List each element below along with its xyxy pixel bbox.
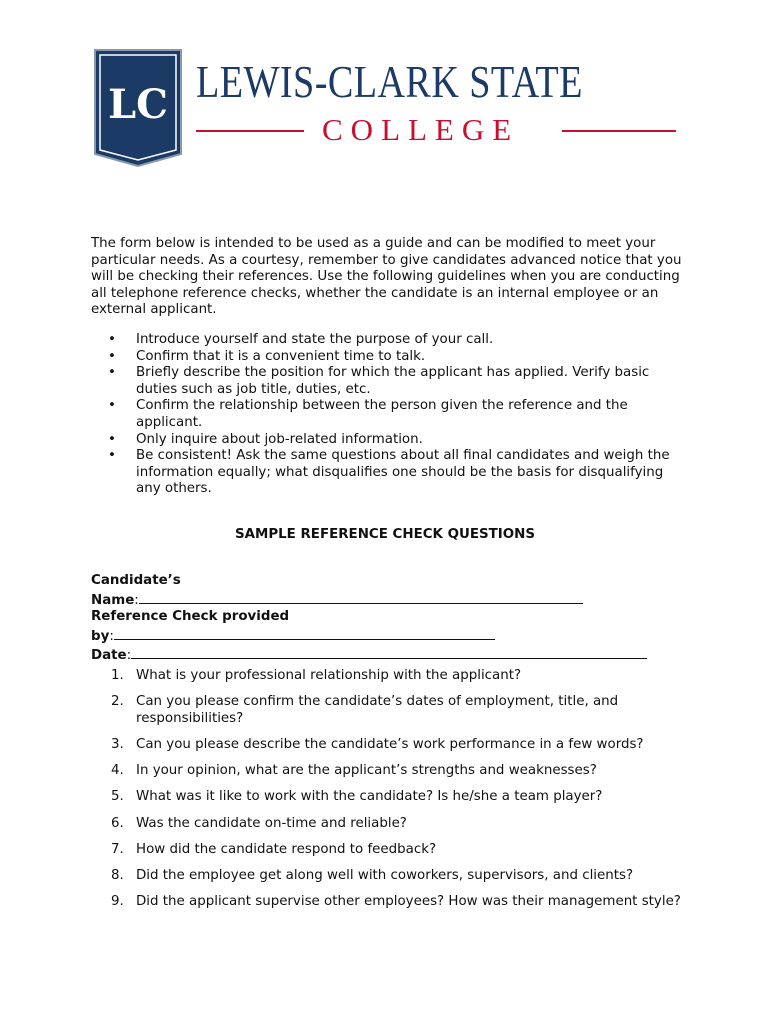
college-logo xyxy=(92,48,682,172)
list-item xyxy=(91,349,691,366)
date-label: Date xyxy=(91,648,127,664)
list-item xyxy=(91,737,691,754)
date-row xyxy=(91,645,691,665)
colon: : xyxy=(126,648,132,664)
date-field[interactable] xyxy=(131,645,647,659)
list-item xyxy=(91,448,691,498)
candidate-label: Candidate’s xyxy=(91,573,181,588)
guidelines-list xyxy=(91,332,691,498)
bullet: • xyxy=(108,332,116,347)
reference-by-row xyxy=(91,626,691,646)
guideline-text: Confirm the relationship between the person given the reference and the applicant. xyxy=(136,398,628,430)
candidate-label-line1 xyxy=(91,573,691,590)
colon: : xyxy=(109,628,114,644)
list-item xyxy=(91,763,691,780)
list-item xyxy=(91,842,691,859)
list-item xyxy=(91,365,691,398)
question-number: 2. xyxy=(111,694,124,710)
question-text: In your opinion, what are the applicant’s strengths and weaknesses? xyxy=(136,763,597,779)
intro-paragraph: The form below is intended to be used as a guide and can be modified to meet your particular needs. As a courtesy, remember to give candidates advanced notice that you will be checking their references. Use the following guidelines when you are conducting all telephone reference checks, whether the candidate is an internal employee or an external applicant. xyxy=(91,236,682,318)
reference-label: Reference Check provided xyxy=(91,609,290,625)
bullet: • xyxy=(108,365,116,381)
logo-subtitle: COLLEGE xyxy=(322,112,520,147)
name-label: Name xyxy=(91,592,135,608)
shield-letters: LC xyxy=(108,81,168,128)
list-item xyxy=(91,694,691,727)
question-number: 6. xyxy=(111,815,124,831)
reference-form-fields xyxy=(91,573,691,665)
guideline-text: Briefly describe the position for which the applicant has applied. Verify basic duties such as job title, duties, etc. xyxy=(136,365,650,397)
list-item xyxy=(91,432,691,449)
list-item xyxy=(91,816,691,833)
question-text: Can you please describe the candidate’s work performance in a few words? xyxy=(136,736,644,752)
guideline-text: Introduce yourself and state the purpose of your call. xyxy=(136,332,494,347)
logo-title: LEWIS-CLARK STATE xyxy=(196,56,583,107)
question-text: Was the candidate on-time and reliable? xyxy=(136,815,407,831)
candidate-name-row xyxy=(91,590,691,610)
guideline-text: Be consistent! Ask the same questions about all final candidates and weigh the information equally; what disqualifies one should be the basis for disqualifying any others. xyxy=(136,448,670,497)
question-number: 9. xyxy=(111,894,124,910)
list-item xyxy=(91,398,691,431)
list-item xyxy=(91,668,691,685)
colon: : xyxy=(134,592,139,608)
list-item xyxy=(91,789,691,806)
bullet: • xyxy=(108,398,116,414)
question-text: How did the candidate respond to feedback? xyxy=(136,841,437,857)
reference-provided-by-field[interactable] xyxy=(114,626,495,640)
question-number: 5. xyxy=(111,789,124,805)
list-item xyxy=(91,868,691,885)
by-label: by xyxy=(91,628,110,644)
bullet: • xyxy=(108,348,116,364)
bullet: • xyxy=(108,448,116,464)
questions-list xyxy=(91,668,691,920)
bullet: • xyxy=(108,431,116,447)
logo-rule-right xyxy=(562,130,676,132)
question-number: 4. xyxy=(111,763,124,779)
question-text: Can you please confirm the candidate’s dates of employment, title, and responsibilities? xyxy=(136,694,619,726)
candidate-name-field[interactable] xyxy=(139,590,583,604)
reference-label-line1 xyxy=(91,609,691,626)
question-text: What was it like to work with the candidate? Is he/she a team player? xyxy=(136,789,603,805)
guideline-text: Confirm that it is a convenient time to talk. xyxy=(136,348,426,364)
shield-icon xyxy=(92,48,184,168)
question-number: 8. xyxy=(111,867,124,883)
list-item xyxy=(91,332,691,349)
section-heading: SAMPLE REFERENCE CHECK QUESTIONS xyxy=(235,527,535,542)
question-number: 3. xyxy=(111,736,124,752)
logo-rule-left xyxy=(196,130,304,132)
guideline-text: Only inquire about job-related information. xyxy=(136,431,423,447)
question-number: 1. xyxy=(111,668,124,683)
question-number: 7. xyxy=(111,841,124,857)
question-text: Did the applicant supervise other employees? How was their management style? xyxy=(136,894,681,910)
question-text: What is your professional relationship with the applicant? xyxy=(136,668,522,683)
list-item xyxy=(91,894,691,911)
question-text: Did the employee get along well with coworkers, supervisors, and clients? xyxy=(136,867,634,883)
